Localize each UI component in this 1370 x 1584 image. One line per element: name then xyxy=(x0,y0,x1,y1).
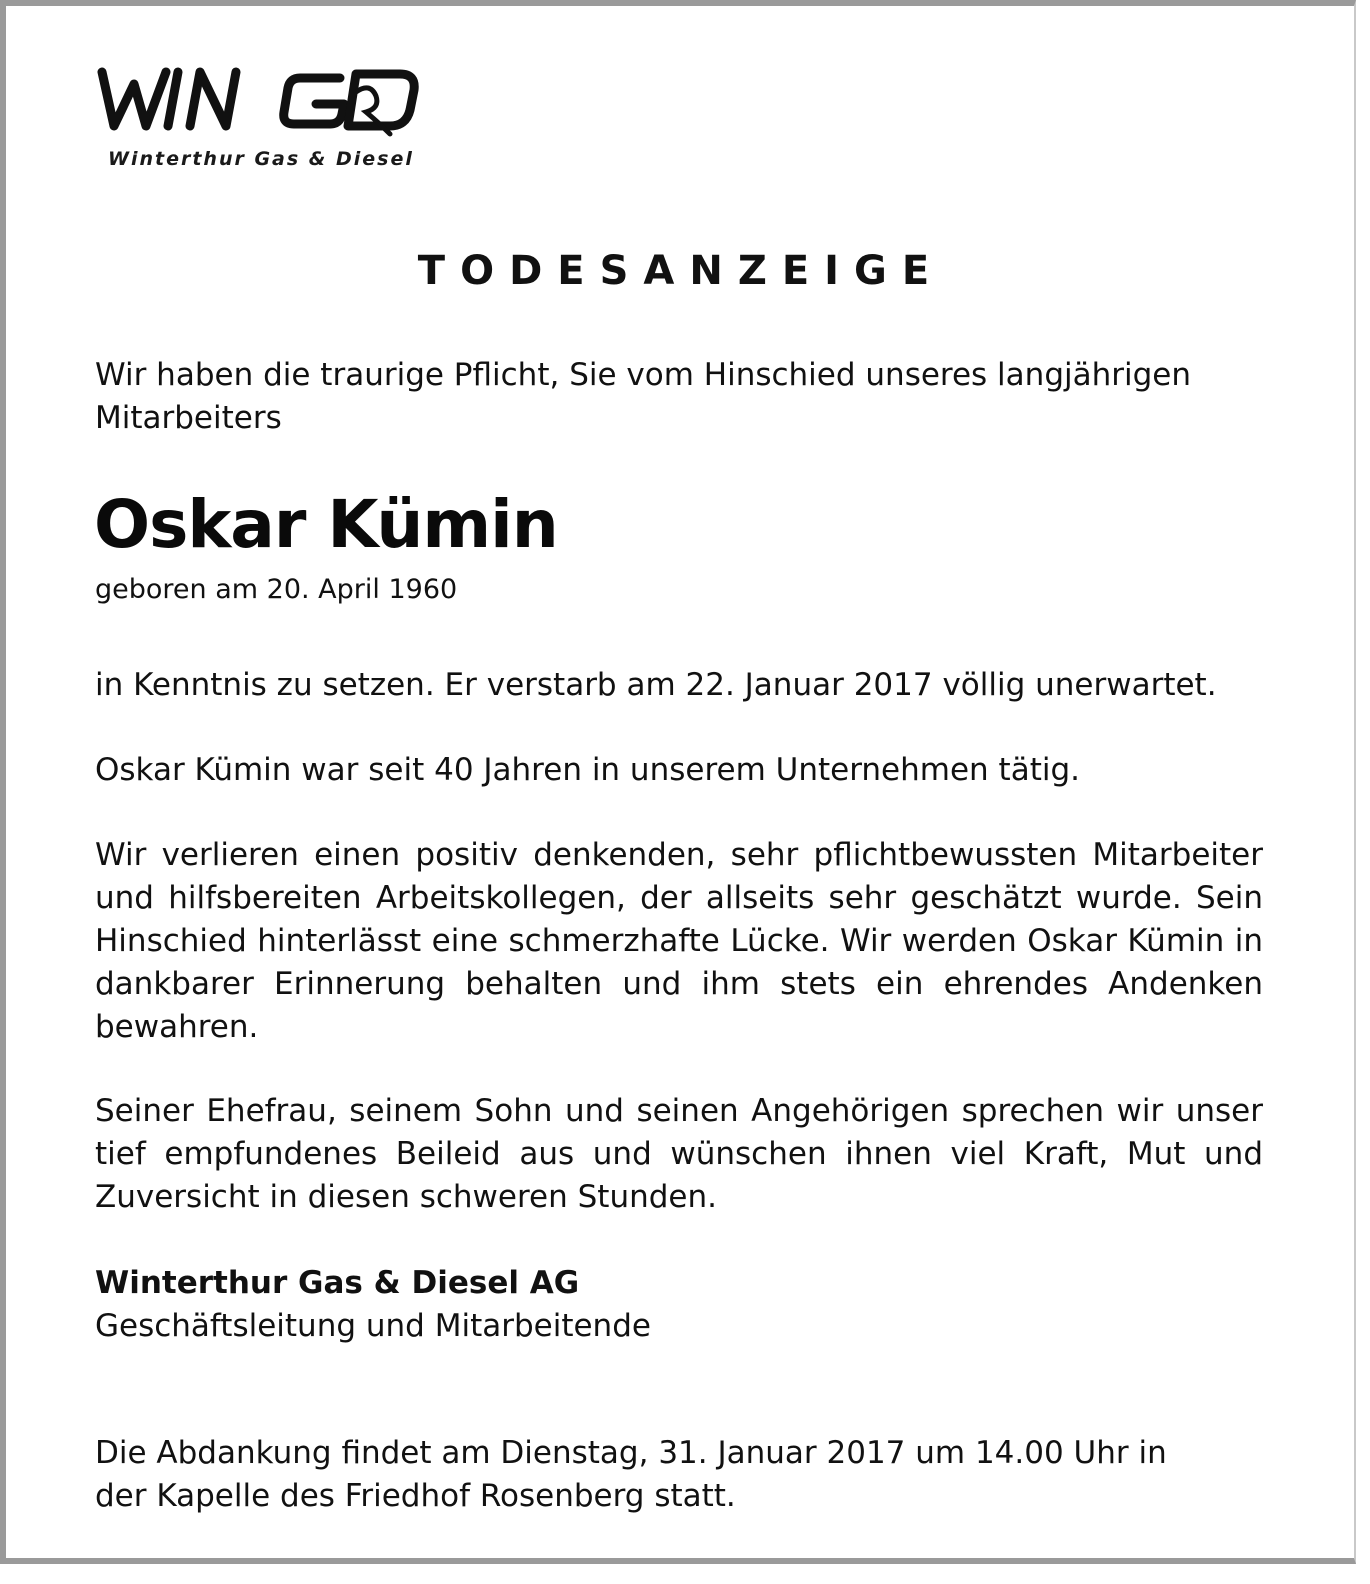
condolence-paragraph: Seiner Ehefrau, seinem Sohn und seinen Angehörigen sprechen wir unser tief empfundenes Beileid aus und wünschen ihnen viel Kraft, Mut und Zuversicht in diesen schweren Stunden. xyxy=(95,1093,1263,1215)
tribute-paragraph: Wir verlieren einen positiv denkenden, sehr pflichtbewussten Mitarbeiter und hilfsbereiten Arbeitskollegen, der allseits sehr geschätzt wurde. Sein Hinschied hinterlässt eine schmerzhafte Lücke. Wir werden Oskar Kümin in dankbarer Erinnerung behalten und ihm stets ein ehrendes Andenken bewahren. xyxy=(95,837,1263,1045)
deceased-name: Oskar Kümin xyxy=(94,486,558,563)
company-logo xyxy=(94,64,424,174)
logo-tagline: Winterthur Gas & Diesel xyxy=(108,148,414,170)
birth-date: geboren am 20. April 1960 xyxy=(95,574,458,605)
tenure-paragraph: Oskar Kümin war seit 40 Jahren in unserem Unternehmen tätig. xyxy=(95,752,1080,788)
notice-heading: TODESANZEIGE xyxy=(417,248,945,294)
intro-paragraph: Wir haben die traurige Pflicht, Sie vom Hinschied unseres langjährigen Mitarbeiters xyxy=(95,357,1192,436)
signature-line: Geschäftsleitung und Mitarbeitende xyxy=(95,1308,651,1344)
signature-company: Winterthur Gas & Diesel AG xyxy=(95,1265,580,1301)
funeral-paragraph: Die Abdankung findet am Dienstag, 31. Januar 2017 um 14.00 Uhr in der Kapelle des Friedhof Rosenberg statt. xyxy=(95,1435,1167,1514)
wingd-logo-icon xyxy=(94,64,424,138)
death-paragraph: in Kenntnis zu setzen. Er verstarb am 22. Januar 2017 völlig unerwartet. xyxy=(95,667,1217,703)
